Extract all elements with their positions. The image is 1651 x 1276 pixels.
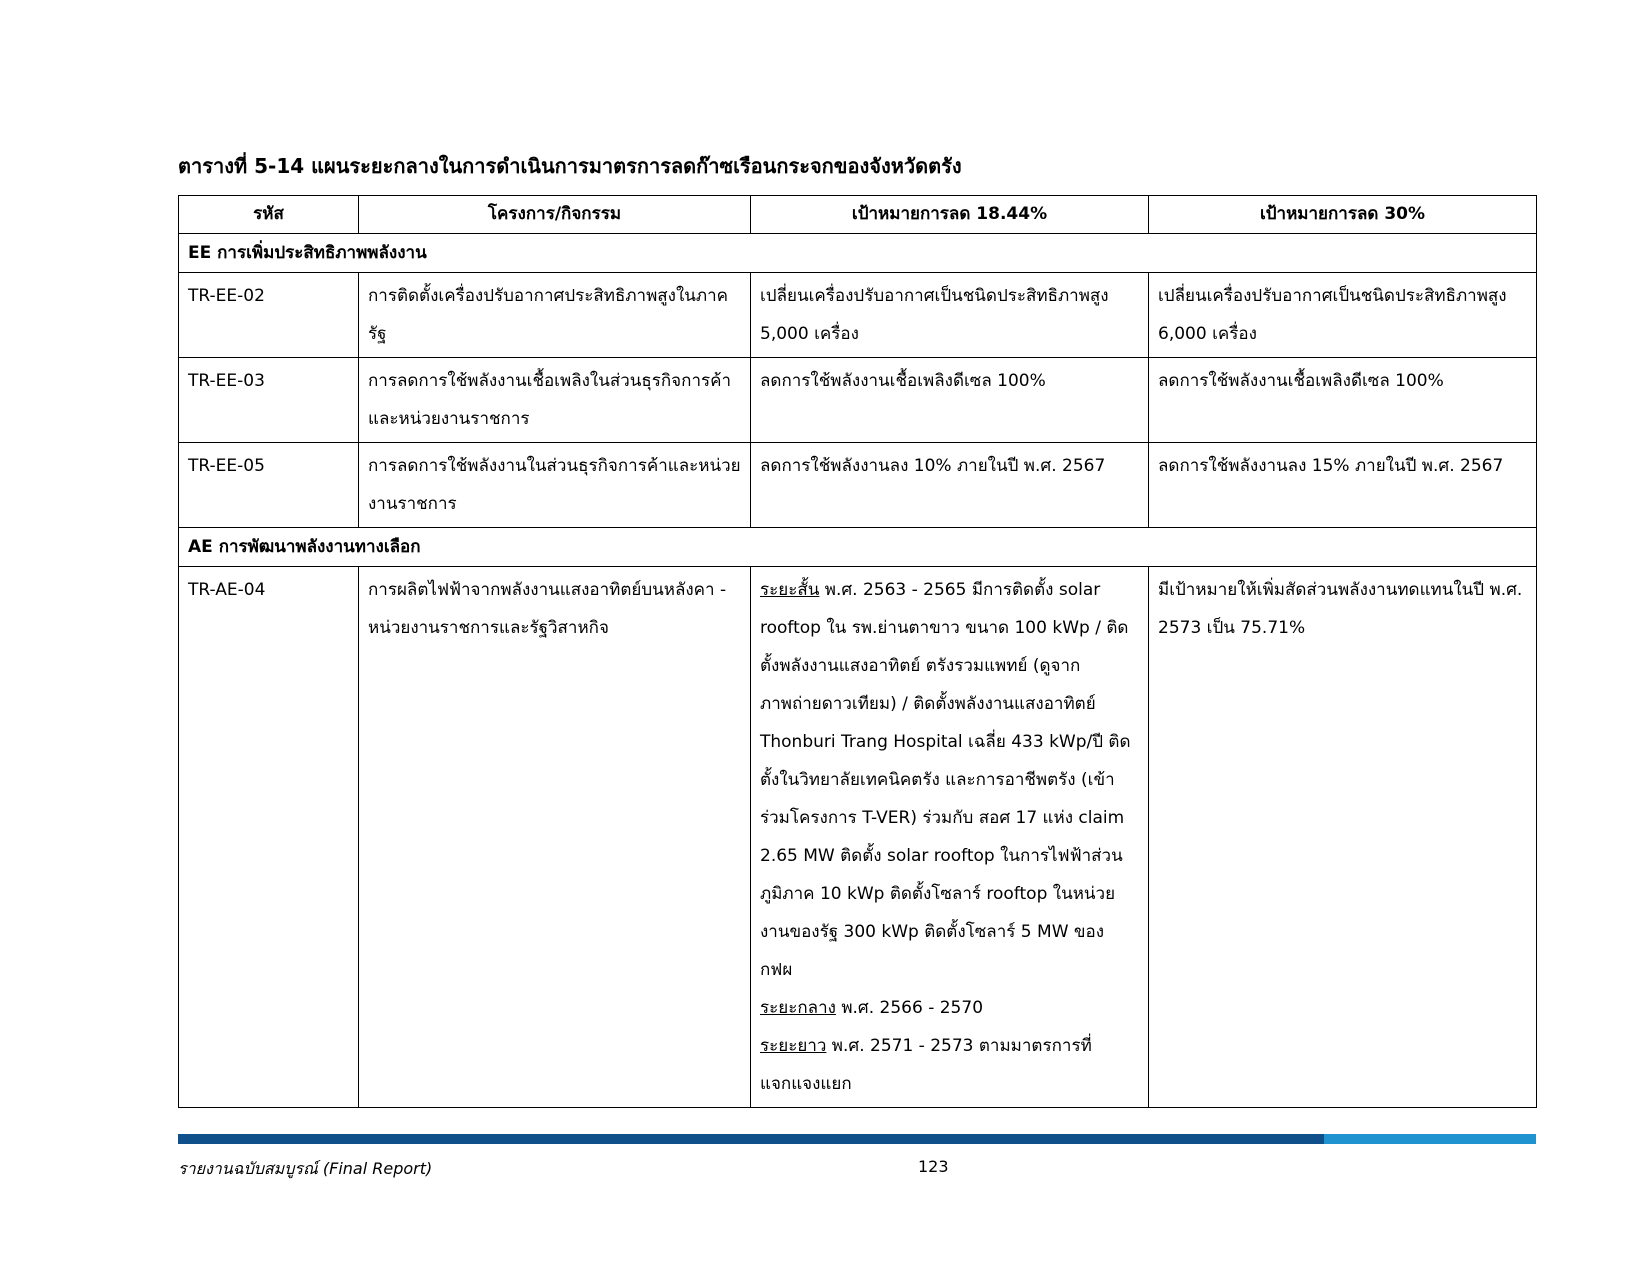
section-row-ee [179, 234, 1537, 273]
table-header-row [179, 196, 1537, 234]
table-row [179, 567, 1537, 1108]
measures-table [178, 195, 1537, 1108]
phase-mid-text: พ.ศ. 2566 - 2570 [835, 998, 984, 1018]
header-code: รหัส [179, 196, 359, 234]
row-target-1844 [751, 567, 1149, 1108]
row-project: การลดการใช้พลังงานในส่วนธุรกิจการค้าและหน่วยงานราชการ [359, 443, 751, 528]
row-code: TR-AE-04 [179, 567, 359, 1108]
row-target-30: ลดการใช้พลังงานลง 15% ภายในปี พ.ศ. 2567 [1149, 443, 1537, 528]
row-target-1844: ลดการใช้พลังงานเชื้อเพลิงดีเซล 100% [751, 358, 1149, 443]
row-code: TR-EE-05 [179, 443, 359, 528]
phase-short-label: ระยะสั้น [760, 580, 820, 600]
row-target-1844: เปลี่ยนเครื่องปรับอากาศเป็นชนิดประสิทธิภาพสูง 5,000 เครื่อง [751, 273, 1149, 358]
row-project: การลดการใช้พลังงานเชื้อเพลิงในส่วนธุรกิจการค้าและหน่วยงานราชการ [359, 358, 751, 443]
row-project: การผลิตไฟฟ้าจากพลังงานแสงอาทิตย์บนหลังคา - หน่วยงานราชการและรัฐวิสาหกิจ [359, 567, 751, 1108]
table-row [179, 443, 1537, 528]
header-target-30: เป้าหมายการลด 30% [1149, 196, 1537, 234]
page-number: 123 [918, 1157, 949, 1176]
footer-report-label: รายงานฉบับสมบูรณ์ (Final Report) [178, 1159, 433, 1178]
section-ae-label: AE การพัฒนาพลังงานทางเลือก [179, 528, 1537, 567]
row-code: TR-EE-02 [179, 273, 359, 358]
footer-bar-dark [178, 1134, 1324, 1144]
section-ee-label: EE การเพิ่มประสิทธิภาพพลังงาน [179, 234, 1537, 273]
phase-mid-label: ระยะกลาง [760, 998, 836, 1018]
row-project: การติดตั้งเครื่องปรับอากาศประสิทธิภาพสูงในภาครัฐ [359, 273, 751, 358]
table-row [179, 358, 1537, 443]
row-target-30: เปลี่ยนเครื่องปรับอากาศเป็นชนิดประสิทธิภาพสูง 6,000 เครื่อง [1149, 273, 1537, 358]
row-target-1844: ลดการใช้พลังงานลง 10% ภายในปี พ.ศ. 2567 [751, 443, 1149, 528]
phase-short-text: พ.ศ. 2563 - 2565 มีการติดตั้ง solar rooftop ใน รพ.ย่านตาขาว ขนาด 100 kWp / ติดตั้งพลังงานแสงอาทิตย์ ตรังรวมแพทย์ (ดูจากภาพถ่ายดาวเทียม) / ติดตั้งพลังงานแสงอาทิตย์ Thonburi Trang Hospital เฉลี่ย 433 kWp/ปี ติดตั้งในวิทยาลัยเทคนิคตรัง และการอาชีพตรัง (เข้าร่วมโครงการ T-VER) ร่วมกับ สอศ 17 แห่ง claim 2.65 MW ติดตั้ง solar rooftop ในการไฟฟ้าส่วนภูมิภาค 10 kWp ติดตั้งโซลาร์ rooftop ในหน่วยงานของรัฐ 300 kWp ติดตั้งโซลาร์ 5 MW ของ กฟผ [760, 580, 1131, 980]
row-code: TR-EE-03 [179, 358, 359, 443]
phase-long-text: พ.ศ. 2571 - 2573 ตามมาตรการที่แจกแจงแยก [760, 1036, 1092, 1094]
section-row-ae [179, 528, 1537, 567]
header-target-1844: เป้าหมายการลด 18.44% [751, 196, 1149, 234]
page-title: ตารางที่ 5-14 แผนระยะกลางในการดำเนินการมาตรการลดก๊าซเรือนกระจกของจังหวัดตรัง [178, 154, 962, 178]
row-target-30: ลดการใช้พลังงานเชื้อเพลิงดีเซล 100% [1149, 358, 1537, 443]
phase-long [760, 1027, 1139, 1103]
footer-bar-light [1324, 1134, 1536, 1144]
row-target-30: มีเป้าหมายให้เพิ่มสัดส่วนพลังงานทดแทนในปี พ.ศ. 2573 เป็น 75.71% [1149, 567, 1537, 1108]
phase-long-label: ระยะยาว [760, 1036, 827, 1056]
header-project: โครงการ/กิจกรรม [359, 196, 751, 234]
footer-bar [178, 1134, 1536, 1144]
phase-mid [760, 989, 1139, 1027]
phase-short [760, 580, 1131, 980]
table-row [179, 273, 1537, 358]
